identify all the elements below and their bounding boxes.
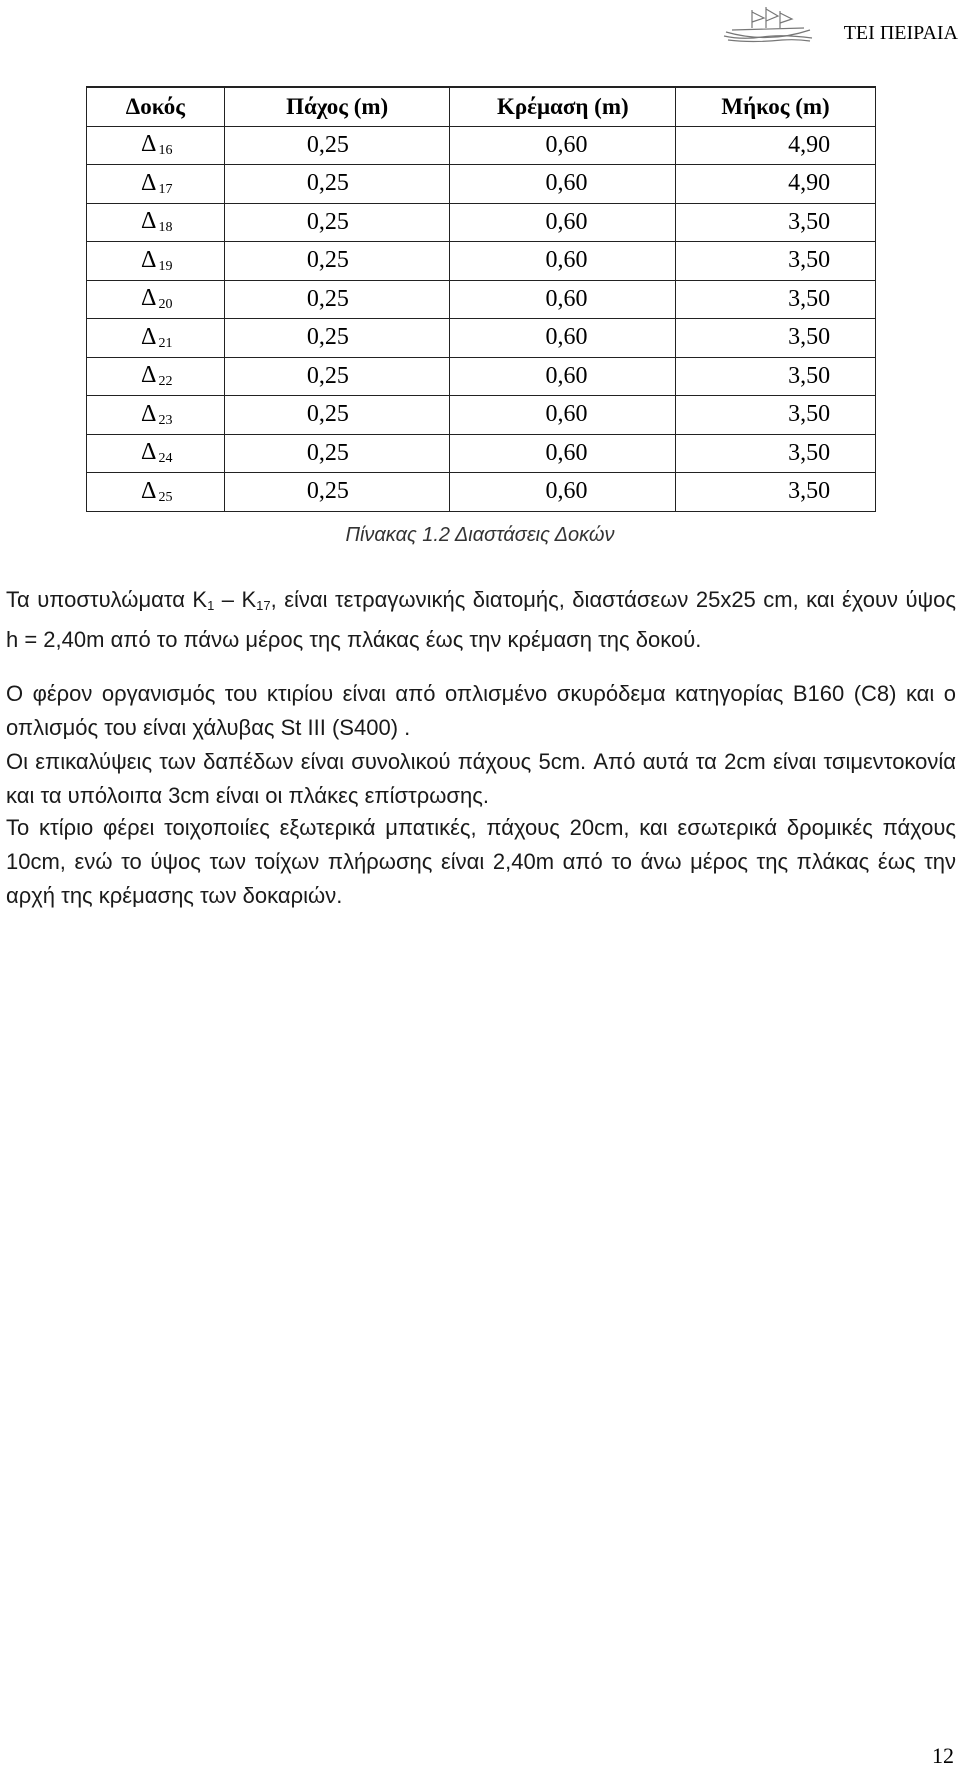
beam-dimensions-table <box>86 86 876 512</box>
thickness-cell: 0,25 <box>224 126 450 165</box>
table-row <box>87 126 876 165</box>
institution-name: ΤΕΙ ΠΕΙΡΑΙΑ <box>843 22 958 44</box>
thickness-cell: 0,25 <box>224 203 450 242</box>
beam-id-cell <box>87 242 225 281</box>
depth-cell: 0,60 <box>450 473 676 512</box>
table-row <box>87 396 876 435</box>
paragraph-walls: Το κτίριο φέρει τοιχοποιίες εξωτερικά μπατικές, πάχους 20cm, και εσωτερικά δρομικές πάχους 10cm, ενώ το ύψος των τοίχων πλήρωσης είναι 2,40m από το άνω μέρος της πλάκας έως την αρχή της κρέμασης των δοκαριών. <box>6 815 956 908</box>
beam-id-cell <box>87 280 225 319</box>
beam-id-cell <box>87 473 225 512</box>
paragraph-columns <box>6 583 956 657</box>
beam-index: 20 <box>158 297 173 313</box>
beam-id-cell <box>87 434 225 473</box>
beam-index: 22 <box>158 374 173 390</box>
thickness-cell: 0,25 <box>224 357 450 396</box>
thickness-cell: 0,25 <box>224 396 450 435</box>
subscript: 17 <box>256 598 271 613</box>
header-beam: Δοκός <box>87 87 225 126</box>
table-row <box>87 280 876 319</box>
beam-index: 17 <box>158 181 173 197</box>
beam-symbol: Δ <box>141 323 157 350</box>
paragraph-text: , είναι τετραγωνικής διατομής, διαστάσεων 25x25 cm, και έχουν ύψος h = 2,40m από το πάνω μέρος της πλάκας έως την κρέμαση της δοκού. <box>6 587 956 652</box>
beam-symbol: Δ <box>141 131 157 158</box>
beam-index: 24 <box>158 451 173 467</box>
beam-symbol: Δ <box>141 439 157 466</box>
beam-index: 25 <box>158 489 173 505</box>
depth-cell: 0,60 <box>450 319 676 358</box>
depth-cell: 0,60 <box>450 434 676 473</box>
depth-cell: 0,60 <box>450 126 676 165</box>
beam-index: 18 <box>158 220 173 236</box>
beam-id-cell <box>87 357 225 396</box>
length-cell: 4,90 <box>676 165 876 204</box>
page-number: 12 <box>932 1743 954 1768</box>
thickness-cell: 0,25 <box>224 242 450 281</box>
length-cell: 4,90 <box>676 126 876 165</box>
beam-index: 21 <box>158 335 173 351</box>
table-row <box>87 242 876 281</box>
table-row <box>87 434 876 473</box>
table-row <box>87 165 876 204</box>
header-depth: Κρέμαση (m) <box>450 87 676 126</box>
thickness-cell: 0,25 <box>224 319 450 358</box>
paragraph-text: – Κ <box>214 587 257 612</box>
beam-symbol: Δ <box>141 285 157 312</box>
length-cell: 3,50 <box>676 396 876 435</box>
header-length: Μήκος (m) <box>676 87 876 126</box>
paragraph-floor-covering: Οι επικαλύψεις των δαπέδων είναι συνολικού πάχους 5cm. Από αυτά τα 2cm είναι τσιμεντοκονία και τα υπόλοιπα 3cm είναι οι πλάκες επίστρωσης. <box>6 749 956 808</box>
depth-cell: 0,60 <box>450 357 676 396</box>
length-cell: 3,50 <box>676 357 876 396</box>
beam-id-cell <box>87 126 225 165</box>
depth-cell: 0,60 <box>450 242 676 281</box>
thickness-cell: 0,25 <box>224 473 450 512</box>
length-cell: 3,50 <box>676 434 876 473</box>
beam-symbol: Δ <box>141 400 157 427</box>
length-cell: 3,50 <box>676 203 876 242</box>
length-cell: 3,50 <box>676 473 876 512</box>
beam-symbol: Δ <box>141 246 157 273</box>
beam-index: 16 <box>158 143 173 159</box>
beam-id-cell <box>87 203 225 242</box>
depth-cell: 0,60 <box>450 280 676 319</box>
beam-id-cell <box>87 396 225 435</box>
table-row <box>87 319 876 358</box>
thickness-cell: 0,25 <box>224 434 450 473</box>
header-thickness: Πάχος (m) <box>224 87 450 126</box>
table-body <box>87 126 876 511</box>
beam-symbol: Δ <box>141 208 157 235</box>
table-header-row <box>87 87 876 126</box>
beam-id-cell <box>87 319 225 358</box>
depth-cell: 0,60 <box>450 396 676 435</box>
depth-cell: 0,60 <box>450 165 676 204</box>
beam-index: 23 <box>158 412 173 428</box>
beam-symbol: Δ <box>141 477 157 504</box>
thickness-cell: 0,25 <box>224 280 450 319</box>
subscript: 1 <box>207 598 215 613</box>
paragraph-text: Τα υποστυλώματα Κ <box>6 587 208 612</box>
length-cell: 3,50 <box>676 242 876 281</box>
beam-symbol: Δ <box>141 362 157 389</box>
table-row <box>87 357 876 396</box>
table-caption: Πίνακας 1.2 Διαστάσεις Δοκών <box>345 524 615 546</box>
beam-id-cell <box>87 165 225 204</box>
length-cell: 3,50 <box>676 280 876 319</box>
length-cell: 3,50 <box>676 319 876 358</box>
beam-index: 19 <box>158 258 173 274</box>
depth-cell: 0,60 <box>450 203 676 242</box>
paragraph-structure: Ο φέρον οργανισμός του κτιρίου είναι από οπλισμένο σκυρόδεμα κατηγορίας B160 (C8) και ο οπλισμός του είναι χάλυβας St III (S400) . <box>6 681 956 740</box>
thickness-cell: 0,25 <box>224 165 450 204</box>
table-row <box>87 473 876 512</box>
table-row <box>87 203 876 242</box>
beam-symbol: Δ <box>141 169 157 196</box>
